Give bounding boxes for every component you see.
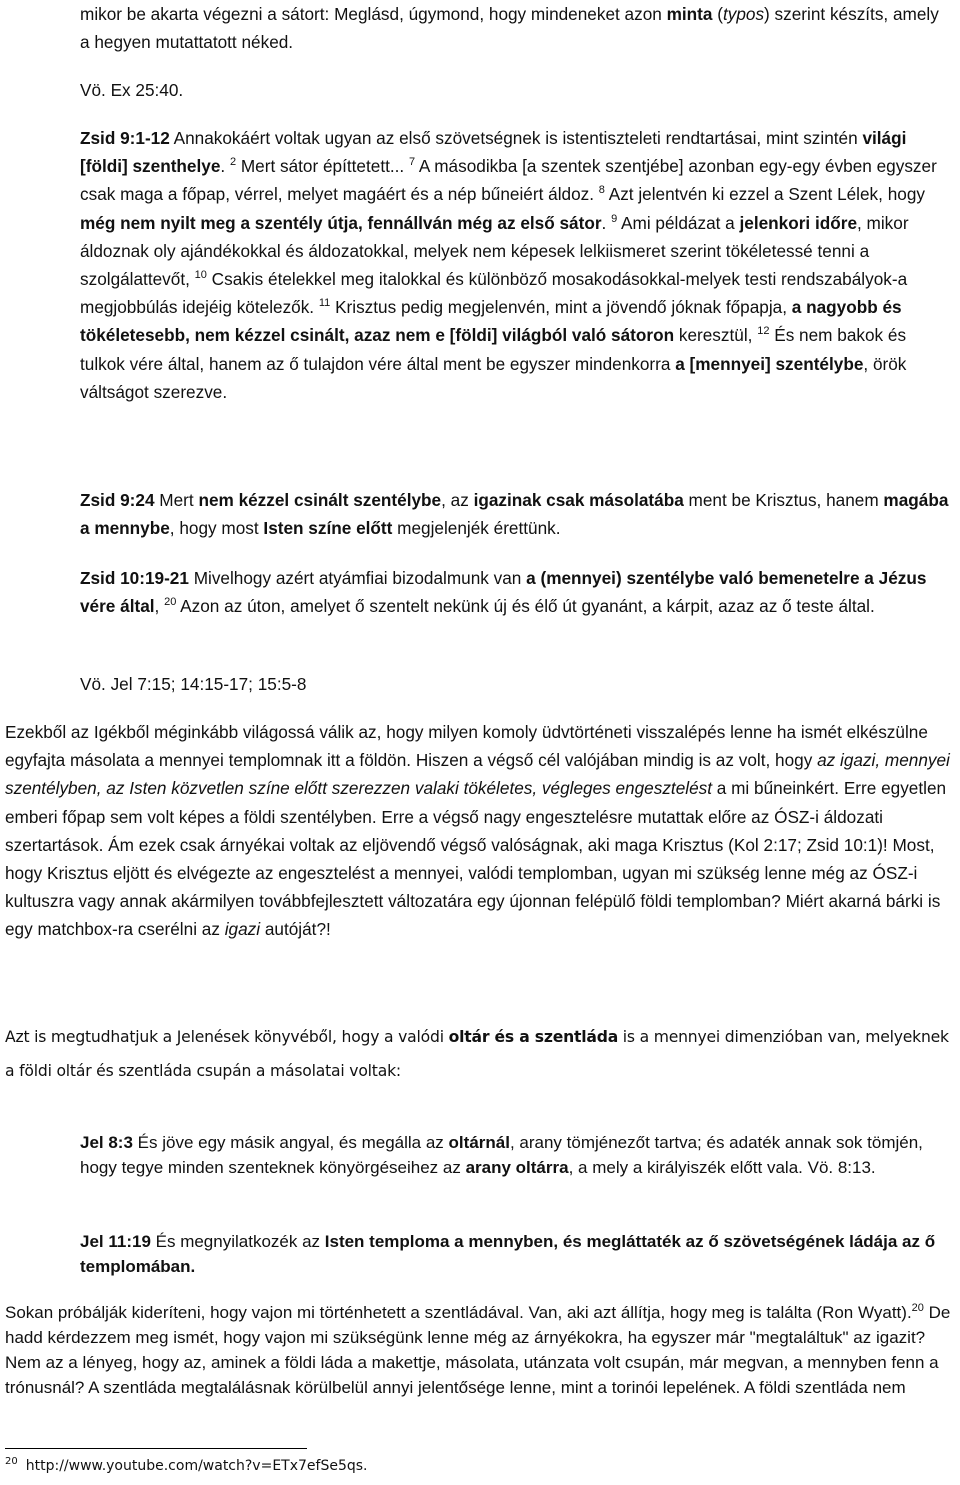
verse-number: 11 <box>318 297 331 310</box>
footnote-link[interactable]: http://www.youtube.com/watch?v=ETx7efSe5qs. <box>25 1458 368 1474</box>
text: Krisztus pedig megjelenvén, mint a jövendő jóknak főpapja, <box>330 297 792 318</box>
text: Ami példázat a <box>617 212 740 233</box>
verse-number: 7 <box>408 156 416 169</box>
text: És megnyilatkozék az <box>150 1232 325 1251</box>
verse-number: 2 <box>229 156 237 169</box>
bold-text: jelenkori időre <box>739 212 857 233</box>
text: , mikor áldoznak oly ajándékokkal és áldozatokkal, melyek nem képesek lelkiismeret szerint tökéletessé tenni a szolgálattevőt, <box>80 212 909 290</box>
text: . <box>601 212 612 233</box>
verse-number: 10 <box>194 269 207 282</box>
verse-reference: Jel 11:19 <box>80 1232 151 1251</box>
text: Azt jelentvén ki ezzel a Szent Lélek, hogy <box>604 184 925 205</box>
bold-text: oltár és a szentláda <box>448 1028 619 1046</box>
paragraph-ark-discussion <box>5 1300 955 1400</box>
bold-text: minta <box>666 4 713 24</box>
text: ) szerint készíts, amely a hegyen mutattatott néked. <box>80 4 939 53</box>
verse-reference: Jel 8:3 <box>80 1133 133 1152</box>
bold-text: arany oltárra <box>465 1158 569 1177</box>
bold-text: világi [földi] szenthelye <box>80 128 907 177</box>
italic-text: igazi <box>224 919 261 940</box>
reference-text: Vö. Ex 25:40. <box>80 80 184 100</box>
text: , az <box>441 490 474 510</box>
text: De hadd kérdezzem meg ismét, hogy vajon mi szükségünk lenne még az árnyékokra, ha egyszer már "megtaláltuk" az igazit? Nem az a lényeg, hogy az, aminek a földi láda a makettje, másolata, utánzata volt csupán, már megvan, a mennyben fenn a trónusnál? A szentláda megtalálásnak körülbelül annyi jelentősége lenne, mint a torinói lepelének. A földi szentláda nem <box>5 1303 951 1397</box>
italic-text: az igazi, mennyei szentélyben, az Isten közvetlen színe előtt szerezzen valaki tökéletes, végleges engesztelést <box>5 750 950 799</box>
text: ( <box>712 4 723 24</box>
footnote-number: 20 <box>5 1456 18 1467</box>
text: Mivelhogy azért atyámfiai bizodalmunk van <box>188 568 527 588</box>
paragraph-hebrews-10-19-21 <box>80 564 950 620</box>
paragraph-reference <box>80 76 950 104</box>
bold-text: a (mennyei) szentélybe való bemenetelre a Jézus vére által <box>80 568 927 617</box>
paragraph-exodus-quote <box>80 0 950 56</box>
text: Azt is megtudhatjuk a Jelenések könyvéből, hogy a valódi <box>5 1028 449 1046</box>
verse-number: 9 <box>611 212 618 225</box>
paragraph-revelation-8-3 <box>80 1130 950 1180</box>
text: autóját?! <box>260 919 331 940</box>
text: És nem bakok és tulkok vére által, hanem az ő tulajdon vére által ment be egyszer mindenkorra <box>80 325 907 374</box>
paragraph-revelation-11-19 <box>80 1229 950 1279</box>
verse-number: 8 <box>598 184 605 197</box>
text: keresztül, <box>674 325 758 346</box>
footnote-marker[interactable]: 20 <box>911 1302 924 1314</box>
reference-text: Vö. Jel 7:15; 14:15-17; 15:5-8 <box>80 674 307 694</box>
text: A másodikba [a szentek szentjébe] azonban egy-egy évben egyszer csak maga a főpap, vérrel, melyet magáért és a nép bűneiért áldoz. <box>80 156 937 205</box>
paragraph-revelation-intro <box>5 1020 955 1088</box>
text: mikor be akarta végezni a sátort: Meglásd, úgymond, hogy mindeneket azon <box>80 4 667 24</box>
text: Mert sátor építtetett... <box>236 156 409 177</box>
bold-text: a nagyobb és tökéletesebb, nem kézzel csinált, azaz nem e [földi] világból való sátoron <box>80 297 902 346</box>
verse-reference: Zsid 10:19-21 <box>80 568 189 588</box>
text: is a mennyei dimenzióban van, melyeknek a földi oltár és szentláda csupán a másolatai voltak: <box>5 1028 949 1080</box>
footnote <box>5 1455 368 1477</box>
verse-number: 20 <box>164 596 177 609</box>
text: . <box>220 156 230 177</box>
verse-number: 12 <box>757 325 770 338</box>
bold-text: magába a mennybe <box>80 490 949 539</box>
text: , arany tömjénezőt tartva; és adaték annak sok tömjén, hogy tegye minden szenteknek könyörgéseihez az <box>80 1133 923 1177</box>
bold-text: igazinak csak másolatába <box>473 490 684 510</box>
text: Sokan próbálják kideríteni, hogy vajon mi történhetett a szentládával. Van, aki azt állítja, hogy meg is találta (Ron Wyatt). <box>5 1303 912 1322</box>
verse-reference: Zsid 9:24 <box>80 490 155 510</box>
bold-text: még nem nyilt meg a szentély útja, fennállván még az első sátor <box>80 212 602 233</box>
text: Ezekből az Igékből méginkább világossá válik az, hogy milyen komoly üdvtörténeti visszalépés lenne ha ismét elkészülne egyfajta másolata a mennyei templomnak itt a földön. Hiszen a végső cél valójában mindig is az volt, hogy <box>5 722 928 771</box>
text: , örök váltságot szerezve. <box>80 353 907 402</box>
bold-text: Isten színe előtt <box>263 518 393 539</box>
paragraph-reference <box>80 670 950 698</box>
text: Annakokáért voltak ugyan az első szövetségnek is istentiszteleti rendtartásai, mint szintén <box>169 128 863 148</box>
footnote-separator <box>5 1448 307 1449</box>
text: a mi bűneinkért. Erre egyetlen emberi főpap sem volt képes a földi szentélyben. Erre a végső nagy engesztelésre mutattak előre az ÓSZ-i áldozati szertartások. Ám ezek csak árnyékai voltak az eljövendő végső valóságnak, aki maga Krisztus (Kol 2:17; Zsid 10:1)! Most, hogy Krisztus eljött és elvégezte az engesztelést a mennyei, valódi templomban, ugyan mi szükség lenne még az ÓSZ-i kultuszra vagy annak akármilyen továbbfejlesztett változatára egy újonnan felépülő földi templomban? Miért akarná bárki is egy matchbox-ra cserélni az <box>5 778 947 940</box>
text: Mert <box>154 490 199 510</box>
paragraph-commentary <box>5 718 955 944</box>
text: , a mely a királyiszék előtt vala. Vö. 8:13. <box>568 1158 876 1177</box>
text: És jöve egy másik angyal, és megálla az <box>132 1133 449 1152</box>
text: Azon az úton, amelyet ő szentelt nekünk új és élő út gyanánt, a kárpit, azaz az ő teste által. <box>176 596 875 617</box>
text: , <box>154 596 165 617</box>
bold-text: a [mennyei] szentélybe <box>675 353 864 374</box>
text: ment be Krisztus, hanem <box>683 490 884 510</box>
bold-text: Isten temploma a mennyben, és megláttaték az ő szövetségének ládája az ő templomában. <box>80 1232 936 1276</box>
bold-text: nem kézzel csinált szentélybe <box>198 490 442 510</box>
italic-text: typos <box>722 4 765 24</box>
text: Csakis ételekkel meg italokkal és különböző mosakodásokkal-melyek testi rendszabályok-a megjobbúlás idejéig kötelezők. <box>80 269 908 318</box>
paragraph-hebrews-9-1-12 <box>80 124 950 406</box>
text: , hogy most <box>169 518 264 539</box>
verse-reference: Zsid 9:1-12 <box>80 128 170 148</box>
paragraph-hebrews-9-24 <box>80 486 950 542</box>
bold-text: oltárnál <box>448 1133 510 1152</box>
text: megjelenjék érettünk. <box>392 518 561 539</box>
